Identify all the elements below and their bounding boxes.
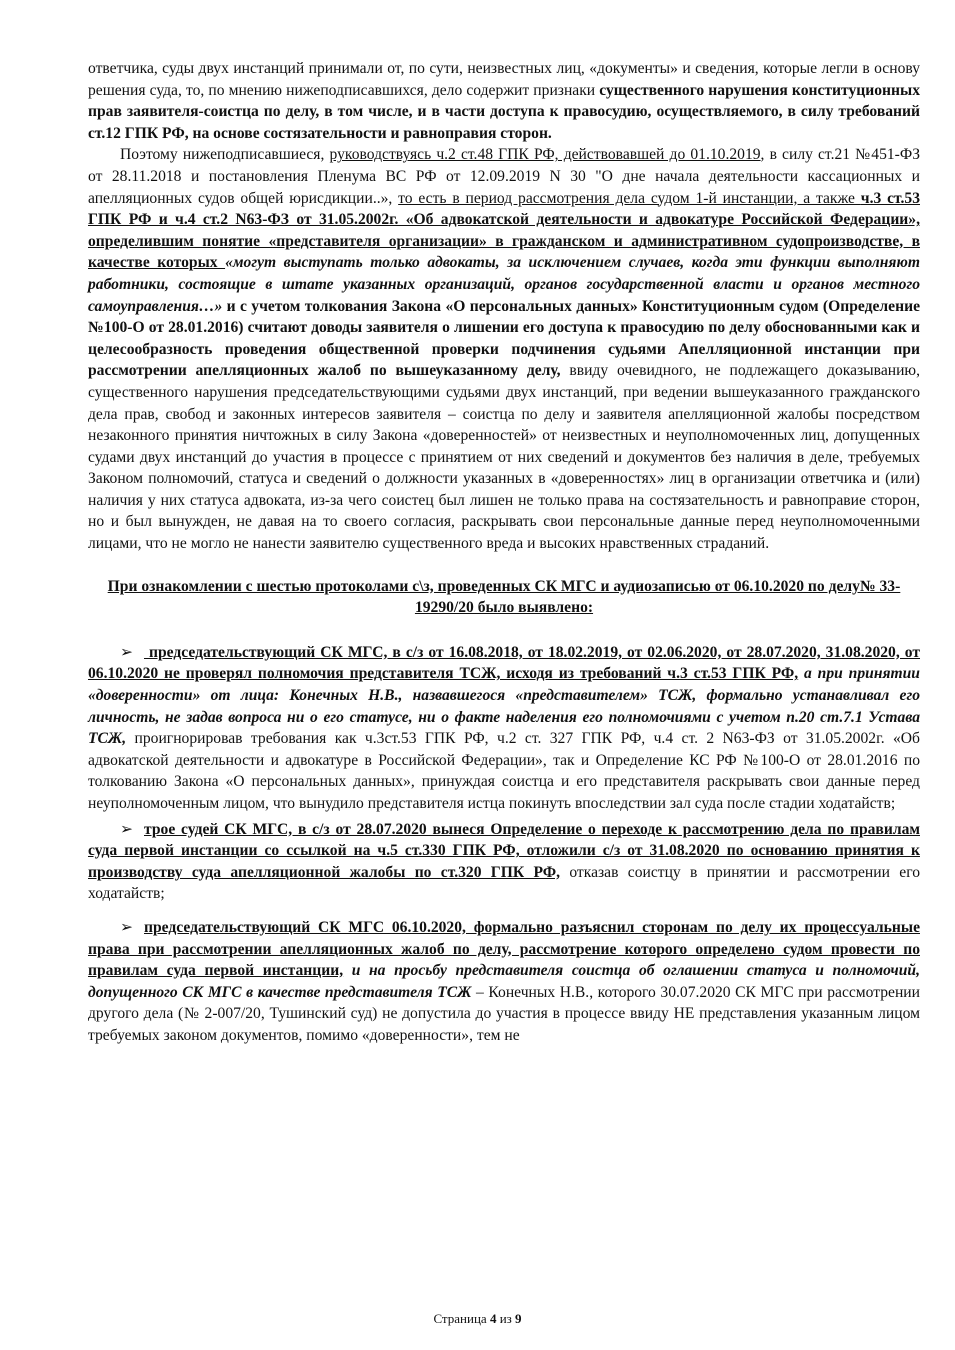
paragraph-2-text-1: Поэтому нижеподписавшиеся,	[120, 146, 330, 164]
paragraph-2	[88, 144, 920, 554]
bullet-item-1-text-2: а при принятии «доверенности» от лица: Конечных Н.В., назвавшегося «представителем» ТСЖ, формально устанавливал его личность, не задав вопроса ни о его статусе, ни о факте наделения его полномочиями с учетом п.20 ст.7.1 Устава ТСЖ,	[88, 665, 920, 748]
bullet-item-1	[88, 642, 920, 815]
paragraph-2-text-5: ч.3 ст.53 ГПК РФ и ч.4 ст.2 N63-ФЗ от 31.05.2002г. «Об адвокатской деятельности и адвокатуре Российской Федерации», определившим понятие «представителя организации» в гражданском и административном судопроизводстве, в качестве которых	[88, 189, 920, 272]
bullet-item-3-text-1: председательствующий СК МГС 06.10.2020, формально разъяснил сторонам по делу их процессуальные права при рассмотрении апелляционных жалоб по делу, рассмотрение которого определено судом провести по правилам суда первой инстанции,	[88, 918, 920, 980]
paragraph-2-text-6: «могут выступать только адвокаты, за исключением случаев, когда эти функции выполняют работники, состоящие в штате указанных организаций, органов государственной власти и органов местного самоуправления…»	[88, 254, 920, 315]
page-footer	[0, 1311, 955, 1327]
bullet-item-1-text-1: председательствующий СК МГС, в с/з от 16.08.2018, от 18.02.2019, от 02.06.2020, от 28.07.2020, 31.08.2020, от 06.10.2020 не проверял полномочия представителя ТСЖ, исходя из требований ч.3 ст.53 ГПК РФ,	[88, 643, 920, 683]
arrow-bullet-icon: ➢	[120, 643, 134, 661]
bullet-item-3	[88, 917, 920, 1047]
bullet-item-2	[88, 819, 920, 905]
paragraph-2-text-3: , в силу ст.21 №451-ФЗ от 28.11.2018 и постановления Пленума ВС РФ от 12.09.2019 N 30 "О дне начала деятельности кассационных и апелляционных судов общей юрисдикции..»,	[88, 146, 921, 207]
spacer	[88, 619, 920, 642]
spacer	[88, 555, 920, 576]
arrow-bullet-icon: ➢	[120, 820, 134, 838]
bullet-item-2-text-2: отказав соистцу в принятии и рассмотрении его ходатайств;	[88, 863, 920, 903]
page-total: 9	[515, 1311, 522, 1326]
document-page	[88, 58, 920, 1047]
page-number: 4	[489, 1311, 497, 1326]
bullet-item-1-text-3: проигнорировав требования как ч.3ст.53 ГПК РФ, ч.2 ст. 327 ГПК РФ, ч.4 ст. 2 N63-ФЗ от 31.05.2002г. «Об адвокатской деятельности и адвокатуре в Российской Федерации», так и Определение КС РФ №100-О от 28.01.2016 по толкованию Закона «О персональных данных», принуждая соистца и его представителя раскрывать свои данные перед неуполномоченным лицом, что вынудило представителя истца покинуть впоследствии зал суда после стадии ходатайств;	[88, 730, 920, 812]
paragraph-2-text-2: руководствуясь ч.2 ст.48 ГПК РФ, действовавшей до 01.10.2019	[329, 146, 761, 164]
paragraph-1	[88, 58, 920, 144]
paragraph-1-text-2: существенного нарушения конституционных прав заявителя-соистца по делу, в том числе, и в части доступа к правосудию, осуществляемого, в силу требований ст.12 ГПК РФ, на основе состязательности и равноправия сторон.	[88, 81, 921, 142]
spacer	[88, 905, 920, 917]
bullet-item-2-text-1: трое судей СК МГС, в с/з от 28.07.2020 вынеся Определение о переходе к рассмотрению дела по правилам суда первой инстанции со ссылкой на ч.5 ст.330 ГПК РФ, отложили с/з от 31.08.2020 по основанию принятия к производству суда апелляционной жалобы по ст.320 ГПК РФ,	[88, 820, 920, 881]
paragraph-2-text-4: то есть в период рассмотрения дела судом 1-й инстанции, а также	[398, 189, 861, 207]
paragraph-2-text-7: и с учетом толкования Закона «О персональных данных» Конституционным судом (Определение №100-О от 28.01.2016) считают доводы заявителя о лишении его доступа к правосудию по делу обоснованными как и целесообразность проведения общественной проверки подчинения судьями Апелляционной инстанции при рассмотрении апелляционных жалоб по вышеуказанному делу,	[88, 297, 920, 380]
section-heading: При ознакомлении с шестью протоколами с\з, проведенных СК МГС и аудиозаписью от 06.10.2020 по делу№ 33-19290/20 было выявлено:	[107, 577, 901, 617]
paragraph-1-text-1: ответчика, суды двух инстанций принимали от, по сути, неизвестных лиц, «документы» и сведения, которые легли в основу решения суда, то, по мнению нижеподписавшихся, дело содержит признаки	[88, 60, 920, 99]
footer-mid: из	[496, 1311, 516, 1326]
bullet-item-3-text-2: и на просьбу представителя соистца об оглашении статуса и полномочий, допущенного СК МГС в качестве представителя ТСЖ	[88, 962, 920, 1001]
paragraph-2-text-8: ввиду очевидного, не подлежащего доказыванию, существенного нарушения председательствующими судьями двух инстанций, при ведении вышеуказанного гражданского дела прав, свобод и законных интересов заявителя – соистца по делу и заявителя апелляционной жалобы посредством незаконного принятия ничтожных в силу Закона «доверенностей» от неизвестных и неуполномоченных лиц, допущенных судами двух инстанций до участия в процессе с принятием от них сведений и документов без наличия в деле, требуемых Законом полномочий, статуса и сведений о должности указанных в «доверенностях» лиц в организации ответчика и (или) наличия у них статуса адвоката, из-за чего соистец был лишен не только права на состязательность и равноправие сторон, но и был вынужден, не давая на то своего согласия, раскрывать свои персональные данные перед неуполномоченными лицами, что не могло не нанести заявителю существенного вреда и высоких нравственных страданий.	[88, 362, 920, 553]
arrow-bullet-icon: ➢	[120, 918, 134, 936]
bullet-item-3-text-3: – Конечных Н.В., которого 30.07.2020 СК МГС при рассмотрении другого дела (№ 2-007/20, Тушинский суд) не допустила до участия в процессе ввиду НЕ представления указанным лицом требуемых законом документов, помимо «доверенности», тем не	[88, 983, 921, 1044]
footer-prefix: Страница	[433, 1311, 490, 1326]
